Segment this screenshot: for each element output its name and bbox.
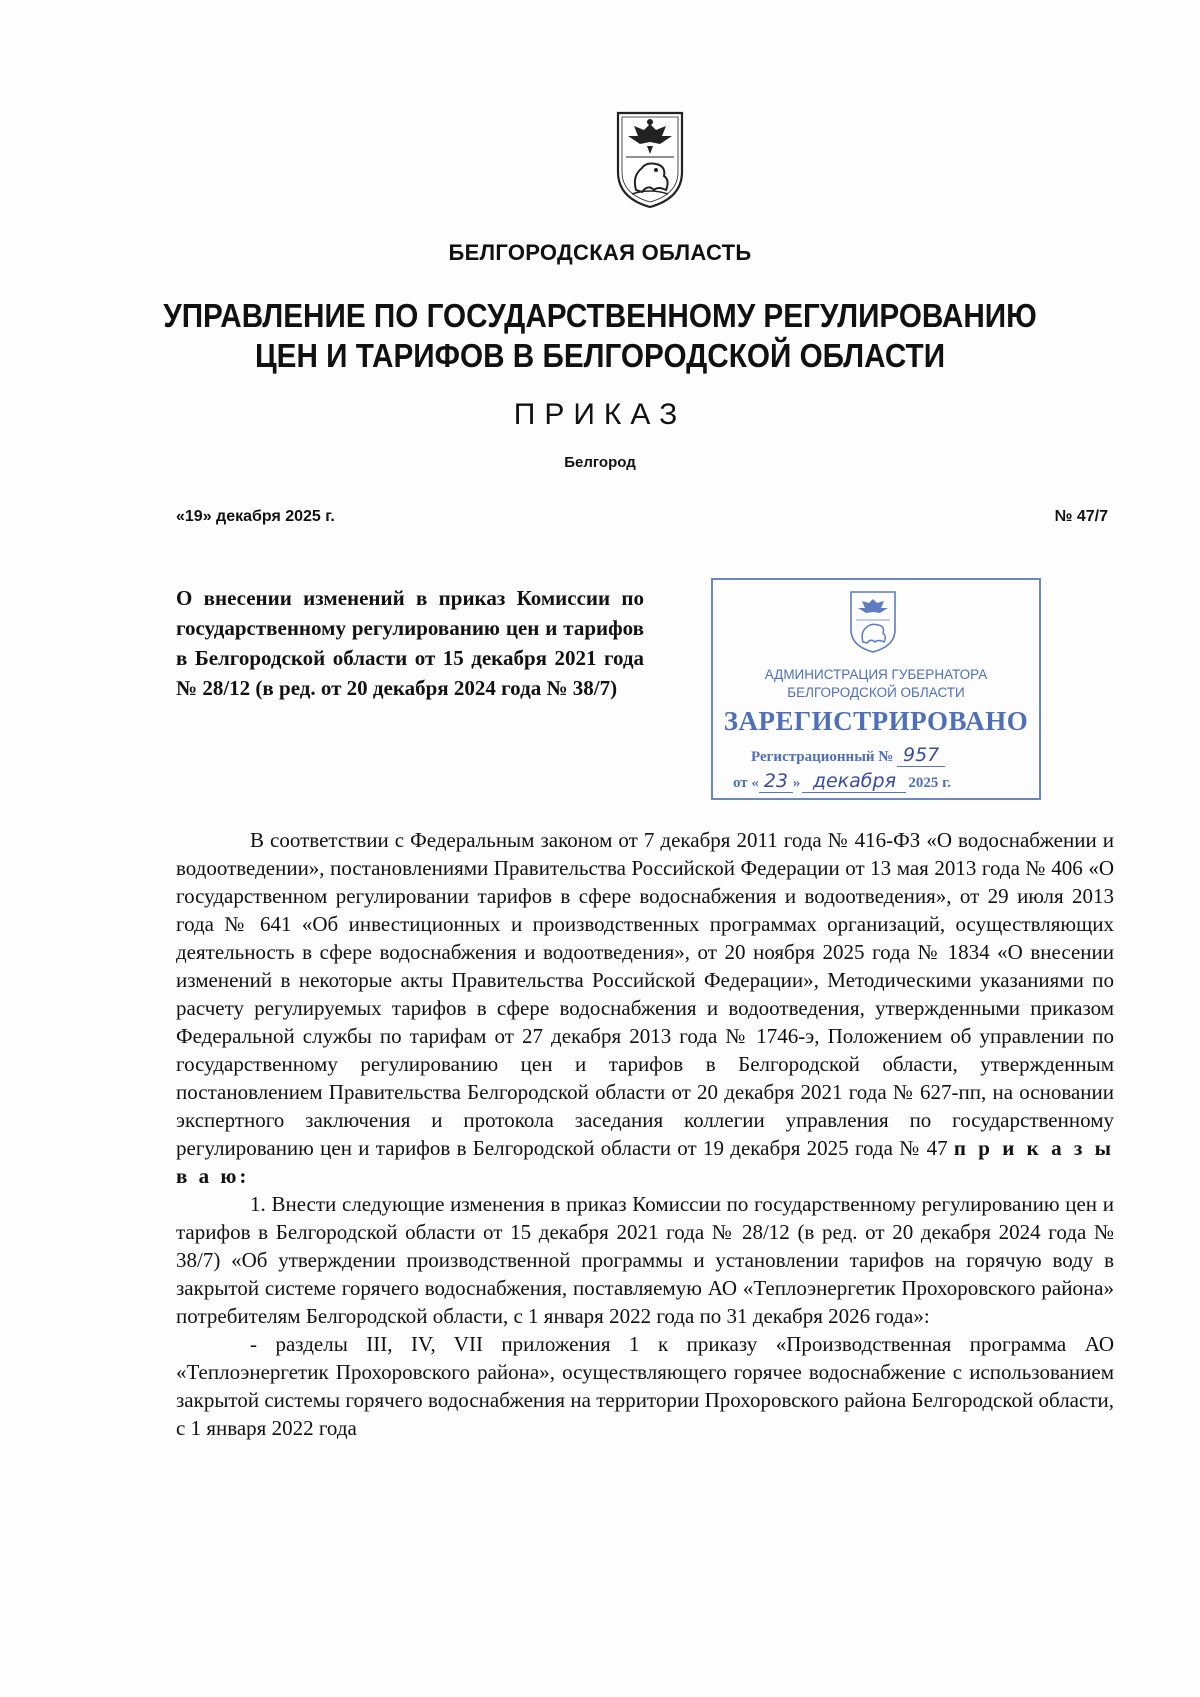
stamp-organization-line-1: АДМИНИСТРАЦИЯ ГУБЕРНАТОРА <box>764 667 988 682</box>
registration-stamp <box>711 578 1041 800</box>
stamp-day-close: » <box>792 775 801 791</box>
stamp-organization-line-2: БЕЛГОРОДСКОЙ ОБЛАСТИ <box>787 685 965 700</box>
preamble-text: В соответствии с Федеральным законом от 7 декабря 2011 года № 416-ФЗ «О водоснабжении и водоотведении», постановлениями Правительства Российской Федерации от 13 мая 2013 года № 406 «О государственном регулировании тарифов в сфере водоснабжения и водоотведения», от 29 июля 2013 года № 641 «Об инвестиционных и производственных программах организаций, осуществляющих деятельность в сфере водоснабжения и водоотведения», от 20 ноября 2025 года № 1834 «О внесении изменений в некоторые акты Правительства Российской Федерации», Методическими указаниями по расчету регулируемых тарифов в сфере водоснабжения и водоотведения, утвержденными приказом Федеральной службы по тарифам от 27 декабря 2013 года № 1746-э, Положением об управлении по государственному регулированию цен и тарифов в Белгородской области, утвержденным постановлением Правительства Белгородской области от 20 декабря 2021 года № 627-пп, на основании экспертного заключения и протокола заседания коллегии управления по государственному регулированию цен и тарифов в Белгородской области от 19 декабря 2025 года № 47 <box>176 828 1114 1160</box>
issue-city: Белгород <box>564 454 636 471</box>
agency-name-line-1: УПРАВЛЕНИЕ ПО ГОСУДАРСТВЕННОМУ РЕГУЛИРОВАНИЮ <box>163 297 1037 334</box>
stamp-reg-number: 957 <box>897 744 945 767</box>
order-subject: О внесении изменений в приказ Комиссии по государственному регулированию цен и тарифов в Белгородской области от 15 декабря 2021 года № 28/12 (в ред. от 20 декабря 2024 года № 38/7) <box>176 586 644 700</box>
belgorod-coat-of-arms-icon <box>614 110 686 210</box>
order-verb: п р и к а з ы в а ю: <box>176 1136 1114 1188</box>
region-name: БЕЛГОРОДСКАЯ ОБЛАСТЬ <box>448 240 752 265</box>
order-date: «19» декабря 2025 г. <box>176 508 335 525</box>
agency-name-line-2: ЦЕН И ТАРИФОВ В БЕЛГОРОДСКОЙ ОБЛАСТИ <box>254 337 946 374</box>
stamp-month: декабря <box>802 770 906 793</box>
clause-1-item: - разделы III, IV, VII приложения 1 к приказу «Производственная программа АО «Теплоэнергетик Прохоровского района», осуществляющего горячее водоснабжение с использованием закрытой системы горячего водоснабжения на территории Прохоровского района Белгородской области, с 1 января 2022 года <box>176 1332 1114 1440</box>
stamp-registration-date <box>733 770 951 793</box>
preamble-paragraph <box>176 826 1114 1190</box>
agency-name <box>60 296 1140 376</box>
clause-1-paragraph: 1. Внести следующие изменения в приказ Комиссии по государственному регулированию цен и тарифов в Белгородской области от 15 декабря 2021 года № 28/12 (в ред. от 20 декабря 2024 года № 38/7) «Об утверждении производственной программы и установлении тарифов на горячую воду в закрытой системе горячего водоснабжения, поставляемую АО «Теплоэнергетик Прохоровского района» потребителям Белгородской области, с 1 января 2022 года по 31 декабря 2026 года»: <box>176 1192 1114 1328</box>
stamp-year-suffix: г. <box>942 775 952 791</box>
order-body <box>176 826 1114 1442</box>
stamp-registration-number <box>751 744 945 767</box>
stamp-day: 23 <box>759 770 793 793</box>
stamp-year: 2025 <box>908 775 939 791</box>
stamp-organization <box>713 666 1039 702</box>
stamp-status: ЗАРЕГИСТРИРОВАНО <box>723 706 1029 736</box>
stamp-reg-label: Регистрационный № <box>751 749 894 765</box>
document-type: ПРИКАЗ <box>513 398 687 431</box>
stamp-date-prefix: от « <box>733 775 759 791</box>
order-number: № 47/7 <box>1054 508 1108 525</box>
stamp-coat-of-arms-icon <box>848 590 898 654</box>
